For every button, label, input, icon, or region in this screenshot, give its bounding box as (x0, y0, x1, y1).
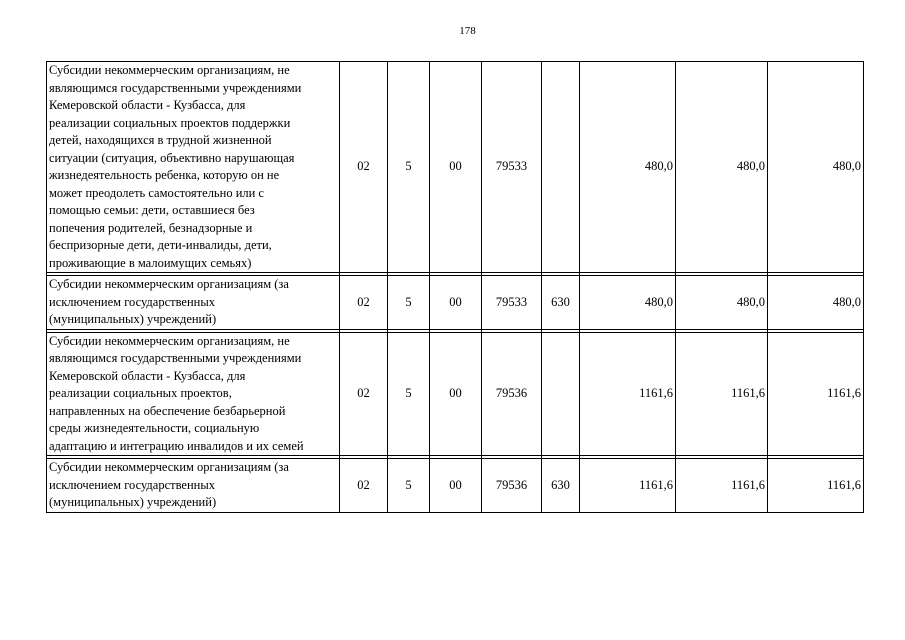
budget-table (46, 61, 864, 513)
row-description: Субсидии некоммерческим организациям (за исключением государственных (муниципальных) учреждений) (47, 459, 340, 513)
expense-type-code (542, 62, 580, 273)
direction-code: 00 (430, 276, 482, 330)
expense-type-code: 630 (542, 459, 580, 513)
subprogram-code: 5 (388, 459, 430, 513)
amount-year-3: 480,0 (768, 276, 864, 330)
program-code: 02 (340, 276, 388, 330)
subprogram-code: 5 (388, 62, 430, 273)
amount-year-2: 480,0 (676, 276, 768, 330)
amount-year-1: 480,0 (580, 276, 676, 330)
expense-code: 79536 (482, 459, 542, 513)
amount-year-1: 1161,6 (580, 332, 676, 456)
direction-code: 00 (430, 332, 482, 456)
row-description: Субсидии некоммерческим организациям (за исключением государственных (муниципальных) учреждений) (47, 276, 340, 330)
program-code: 02 (340, 332, 388, 456)
subprogram-code: 5 (388, 276, 430, 330)
program-code: 02 (340, 459, 388, 513)
table-row (47, 332, 864, 456)
amount-year-3: 1161,6 (768, 332, 864, 456)
amount-year-1: 1161,6 (580, 459, 676, 513)
amount-year-3: 1161,6 (768, 459, 864, 513)
amount-year-2: 1161,6 (676, 459, 768, 513)
expense-code: 79536 (482, 332, 542, 456)
expense-code: 79533 (482, 276, 542, 330)
table-row (47, 62, 864, 273)
amount-year-1: 480,0 (580, 62, 676, 273)
direction-code: 00 (430, 62, 482, 273)
expense-code: 79533 (482, 62, 542, 273)
row-description: Субсидии некоммерческим организациям, не являющимся государственными учреждениями Кемеровской области - Кузбасса, для реализации социальных проектов поддержки детей, находящихся в трудной жизненной ситуации (ситуация, объективно нарушающая жизнедеятельность ребенка, которую он не может преодолеть самостоятельно или с помощью семьи: дети, оставшиеся без попечения родителей, безнадзорные и беспризорные дети, дети-инвалиды, дети, проживающие в малоимущих семьях) (47, 62, 340, 273)
subprogram-code: 5 (388, 332, 430, 456)
amount-year-3: 480,0 (768, 62, 864, 273)
expense-type-code (542, 332, 580, 456)
amount-year-2: 480,0 (676, 62, 768, 273)
direction-code: 00 (430, 459, 482, 513)
amount-year-2: 1161,6 (676, 332, 768, 456)
page-number: 178 (459, 25, 476, 37)
program-code: 02 (340, 62, 388, 273)
row-description: Субсидии некоммерческим организациям, не являющимся государственными учреждениями Кемеровской области - Кузбасса, для реализации социальных проектов, направленных на обеспечение безбарьерной среды жизнедеятельности, социальную адаптацию и интеграцию инвалидов и их семей (47, 332, 340, 456)
expense-type-code: 630 (542, 276, 580, 330)
table-row (47, 459, 864, 513)
table-row (47, 276, 864, 330)
